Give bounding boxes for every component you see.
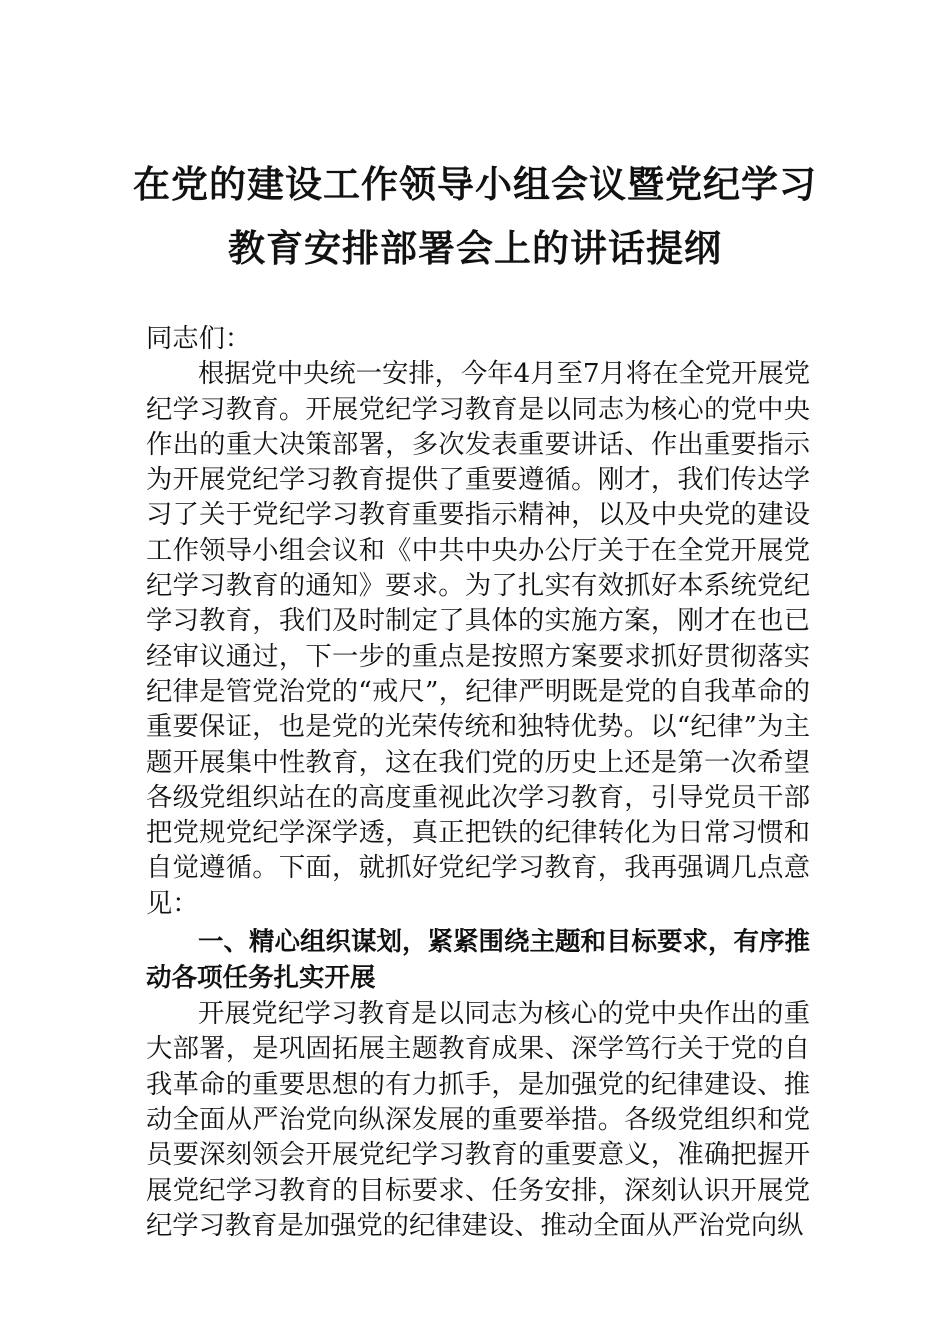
- paragraph-1: 根据党中央统一安排，今年4月至7月将在全党开展党纪学习教育。开展党纪学习教育是以同志为核心的党中央作出的重大决策部署，多次发表重要讲话、作出重要指示为开展党纪学习教育提供了重要遵循。刚才，我们传达学习了关于党纪学习教育重要指示精神，以及中央党的建设工作领导小组会议和《中共中央办公厅关于在全党开展党纪学习教育的通知》要求。为了扎实有效抓好本系统党纪学习教育，我们及时制定了具体的实施方案，刚才在也已经审议通过，下一步的重点是按照方案要求抓好贯彻落实纪律是管党治党的“戒尺”，纪律严明既是党的自我革命的重要保证，也是党的光荣传统和独特优势。以“纪律”为主题开展集中性教育，这在我们党的历史上还是第一次希望各级党组织站在的高度重视此次学习教育，引导党员干部把党规党纪学深学透，真正把铁的纪律转化为日常习惯和自觉遵循。下面，就抓好党纪学习教育，我再强调几点意见：: [146, 359, 810, 919]
- section-heading-1: 一、精心组织谋划，紧紧围绕主题和目标要求，有序推动各项任务扎实开展: [146, 927, 811, 994]
- paragraph-2: 开展党纪学习教育是以同志为核心的党中央作出的重大部署，是巩固拓展主题教育成果、深学笃行关于党的自我革命的重要思想的有力抓手，是加强党的纪律建设、推动全面从严治党向纵深发展的重要举措。各级党组织和党员要深刻领会开展党纪学习教育的重要意义，准确把握开展党纪学习教育的目标要求、任务安排，深刻认识开展党纪学习教育是加强党的纪律建设、推动全面从严治党向纵: [146, 999, 810, 1241]
- document-title-line-1: 在党的建设工作领导小组会议暨党纪学习: [133, 162, 817, 206]
- document-body: [146, 322, 810, 1244]
- salutation: 同志们：: [146, 324, 252, 354]
- document-title-line-2: 教育安排部署会上的讲话提纲: [228, 226, 722, 270]
